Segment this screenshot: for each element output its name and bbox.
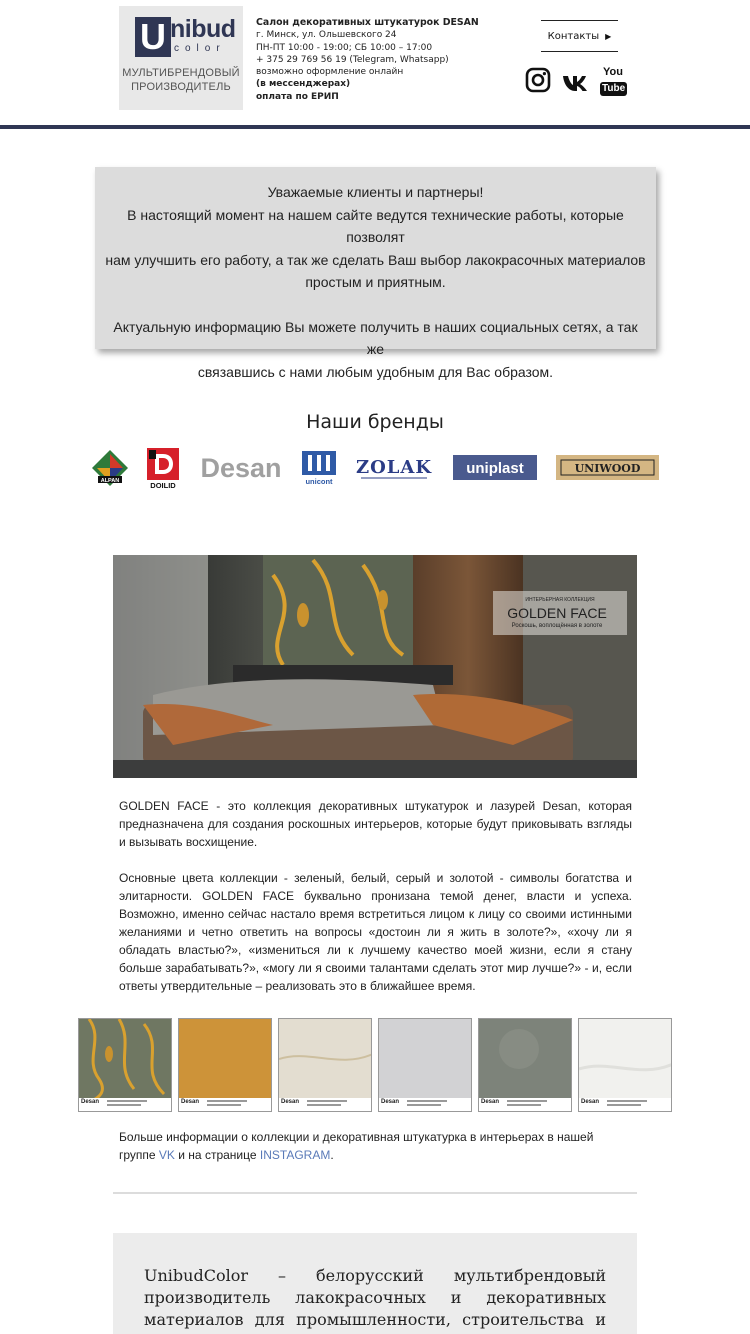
swatch-label (579, 1098, 671, 1111)
bedroom-illustration (113, 555, 637, 778)
brand-logo-desan[interactable] (196, 449, 286, 485)
brand-label: DOILID (150, 481, 176, 490)
more-text-mid: и на странице (174, 1148, 260, 1162)
swatch-brand: Desan (181, 1099, 200, 1105)
notice-line: В настоящий момент на нашем сайте ведутся технические работы, которые позволят (127, 206, 624, 245)
swatch-brand: Desan (581, 1099, 600, 1105)
maintenance-notice (95, 167, 656, 380)
notice-greeting: Уважаемые клиенты и партнеры! (267, 184, 484, 200)
vk-link[interactable]: VK (158, 1148, 175, 1162)
swatch-label (479, 1098, 571, 1111)
notice-line: простым и приятным. (305, 274, 446, 290)
swatch-brand: Desan (381, 1099, 400, 1105)
brand-logo-zolak[interactable] (355, 452, 433, 482)
youtube-label-bottom: Tube (602, 83, 626, 94)
hero-overlay-title: GOLDEN FACE (507, 605, 607, 621)
notice-line: связавшись с нами любым удобным для Вас образом. (197, 363, 554, 380)
logo-tagline-2: ПРОИЗВОДИТЕЛЬ (131, 81, 231, 93)
swatch-pattern (79, 1019, 172, 1100)
logo-tagline (119, 66, 243, 94)
swatch-brand: Desan (81, 1099, 100, 1105)
brand-logo-doilid[interactable] (143, 446, 183, 490)
instagram-icon[interactable] (525, 67, 551, 93)
about-text: UnibudColor – белорусский мультибрендовый производитель лакокрасочных и декоративных материалов для промышленности, строительства и (144, 1266, 606, 1329)
more-text-before: Больше информации о коллекции и декоративная штукатурка в интерьерах в нашей группе (119, 1130, 594, 1162)
brand-label: UNIWOOD (574, 462, 641, 475)
caret-right-icon: ▶ (605, 31, 612, 41)
swatch-brand: Desan (481, 1099, 500, 1105)
youtube-label-top: You (603, 66, 623, 78)
collection-paragraph-2: Основные цвета коллекции - зеленый, белый, серый и золотой - символы богатства и элитарности. GOLDEN FACE буквально пронизана темой денег, власти и успеха. Возможно, именно сейчас настало время встретиться лицом к лицу со своими истинными желаниями и четно ответить на вопросы «достоин ли я жить в золоте?», «хочу ли я обладать властью?», «измениться ли к лучшему качество моей жизни, если я стану больше зарабатывать?», «могу ли я своими талантами сделать этот мир лучше?» - и, если ответы утвердительные – реализовать это в ближайшее время. (119, 871, 632, 993)
salon-messengers: (в мессенджерах) (256, 79, 351, 90)
brand-logo-alpan[interactable] (90, 448, 130, 488)
contacts-button-label: Контакты (547, 30, 600, 42)
header-divider (0, 125, 750, 129)
brand-logo-uniwood[interactable] (556, 455, 659, 480)
brand-label: Desan (200, 453, 282, 483)
instagram-link[interactable]: INSTAGRAM (259, 1148, 331, 1162)
swatch-label (79, 1098, 171, 1111)
brand-logo-uniplast[interactable] (453, 455, 537, 480)
logo-letter: U (135, 17, 171, 57)
swatch-green-gold[interactable] (78, 1018, 172, 1112)
hero-overlay-small: ИНТЕРЬЕРНАЯ КОЛЛЕКЦИЯ (525, 597, 595, 603)
swatch-pattern (479, 1019, 572, 1100)
brand-logo-unicont[interactable] (298, 449, 340, 487)
salon-info (256, 17, 496, 103)
notice-line: Актуальную информацию Вы можете получить в наших социальных сетях, а так же (113, 318, 638, 357)
swatch-white[interactable] (578, 1018, 672, 1112)
swatch-gold[interactable] (178, 1018, 272, 1112)
swatch-pattern (279, 1019, 372, 1100)
swatch-pattern (579, 1019, 672, 1100)
logo-word: nibud (170, 15, 236, 43)
brand-label: uniplast (466, 460, 524, 477)
color-swatches (78, 1018, 674, 1112)
salon-address: г. Минск, ул. Ольшевского 24 (256, 30, 397, 41)
swatch-cream[interactable] (278, 1018, 372, 1112)
swatch-grey-green[interactable] (478, 1018, 572, 1112)
contacts-button[interactable] (541, 20, 618, 52)
section-divider (113, 1192, 637, 1194)
swatch-label (279, 1098, 371, 1111)
logo[interactable] (119, 6, 243, 110)
swatch-grey-light[interactable] (378, 1018, 472, 1112)
collection-paragraph-1: GOLDEN FACE - это коллекция декоративных штукатурок и лазурей Desan, которая предназначена для создания роскошных интерьеров, которые будут приковывать взгляды и вызывать восхищение. (119, 799, 632, 849)
hero-overlay-sub: Роскошь, воплощённая в золоте (511, 623, 603, 629)
brands-title: Наши бренды (306, 411, 444, 433)
site-header (0, 0, 750, 129)
swatch-brand: Desan (281, 1099, 300, 1105)
brand-label: unicont (305, 477, 333, 486)
salon-hours: ПН-ПТ 10:00 - 19:00; СБ 10:00 – 17:00 (256, 42, 433, 53)
notice-line: нам улучшить его работу, а так же сделать Ваш выбор лакокрасочных материалов (105, 251, 646, 268)
swatch-pattern (379, 1019, 472, 1100)
brand-label: ZOLAK (355, 457, 433, 478)
about-section (113, 1233, 637, 1334)
collection-hero-image (113, 555, 637, 778)
salon-erip: оплата по ЕРИП (256, 91, 339, 102)
youtube-icon[interactable] (600, 67, 626, 93)
collection-description (119, 797, 632, 995)
more-info (119, 1128, 632, 1164)
social-links (525, 67, 625, 95)
salon-phone[interactable]: + 375 29 769 56 19 (Telegram, Whatsapp) (256, 54, 449, 65)
salon-online: возможно оформление онлайн (256, 67, 404, 78)
brand-label: ALPAN (100, 478, 120, 484)
logo-sub: color (174, 43, 226, 54)
more-text-end: . (330, 1148, 334, 1162)
logo-tagline-1: МУЛЬТИБРЕНДОВЫЙ (122, 67, 240, 79)
swatch-label (379, 1098, 471, 1111)
swatch-pattern (179, 1019, 272, 1100)
salon-title: Салон декоративных штукатурок DESAN (256, 17, 479, 28)
swatch-label (179, 1098, 271, 1111)
vk-icon[interactable] (562, 70, 588, 96)
